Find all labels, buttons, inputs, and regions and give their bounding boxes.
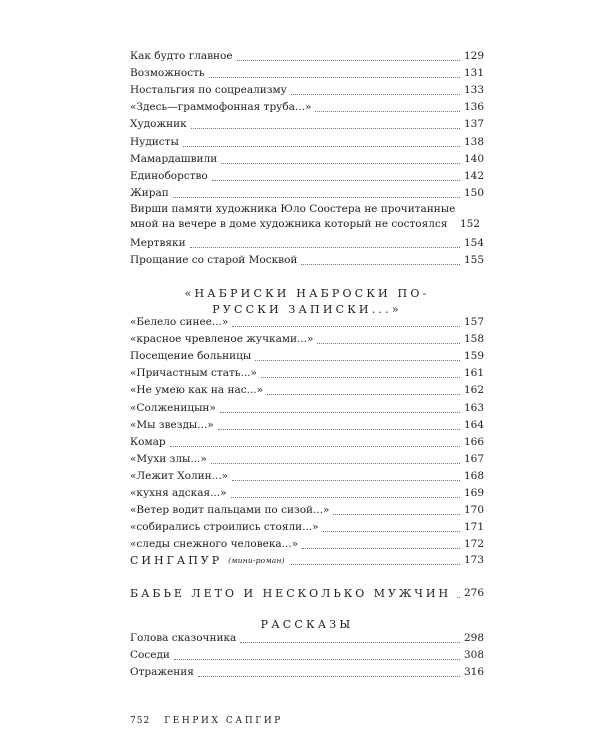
entry-page: 298 xyxy=(463,632,484,645)
toc-entry[interactable] xyxy=(130,664,484,681)
entry-page: 154 xyxy=(463,236,484,249)
leader-dots xyxy=(173,196,460,198)
entry-page: 155 xyxy=(463,254,484,267)
leader-dots xyxy=(261,376,460,378)
leader-dots xyxy=(170,445,460,447)
entry-page: 316 xyxy=(463,666,484,679)
leader-dots xyxy=(211,462,460,464)
toc-entry[interactable] xyxy=(130,331,484,348)
entry-page: 129 xyxy=(463,50,484,63)
leader-dots xyxy=(315,110,460,112)
toc-entry[interactable] xyxy=(130,65,484,82)
toc-entry[interactable] xyxy=(130,99,484,116)
entry-page: 133 xyxy=(463,84,484,97)
entry-page: 167 xyxy=(463,452,484,465)
entry-page: 276 xyxy=(463,587,484,599)
leader-dots xyxy=(333,513,459,515)
leader-dots xyxy=(220,411,460,413)
entry-page: 140 xyxy=(463,152,484,165)
toc-entry[interactable] xyxy=(130,451,484,468)
entry-title: Единоборство xyxy=(130,169,208,182)
page-number: 752 xyxy=(130,716,151,726)
entry-title: Нудисты xyxy=(130,135,179,148)
leader-dots xyxy=(255,359,460,361)
toc-entry[interactable] xyxy=(130,314,484,331)
entry-title: Прощание со старой Москвой xyxy=(130,254,298,267)
leader-dots xyxy=(198,675,460,677)
entry-title: Мертвяки xyxy=(130,236,186,249)
entry-page: 142 xyxy=(463,169,484,182)
entry-title: «Мухи злы...» xyxy=(130,452,207,465)
entry-page: 164 xyxy=(463,418,484,431)
entry-title: «Белело синее...» xyxy=(130,316,229,329)
entry-page: 157 xyxy=(463,316,484,329)
entry-page: 152 xyxy=(460,218,481,231)
entry-title: Комар xyxy=(130,435,166,448)
entry-title: «собирались строились стояли...» xyxy=(130,521,319,534)
toc-entry[interactable] xyxy=(130,647,484,664)
toc-entry[interactable] xyxy=(130,168,484,185)
entry-title: Жирап xyxy=(130,186,169,199)
entry-page: 158 xyxy=(463,333,484,346)
leader-dots xyxy=(317,342,459,344)
leader-dots xyxy=(323,530,460,532)
entry-title: Отражения xyxy=(130,666,194,679)
entry-page: 159 xyxy=(463,350,484,363)
toc-section-3 xyxy=(130,630,484,681)
toc-entry[interactable] xyxy=(130,185,484,202)
leader-dots xyxy=(221,162,460,164)
entry-page: 162 xyxy=(463,384,484,397)
leader-dots xyxy=(174,658,460,660)
entry-title: Голова сказочника xyxy=(130,632,237,645)
toc-section-2 xyxy=(130,314,484,553)
leader-dots xyxy=(237,59,460,61)
entry-title: СИНГАПУР xyxy=(130,554,223,567)
entry-title: «Не умею как на нас...» xyxy=(130,384,264,397)
toc-entry[interactable] xyxy=(130,252,484,269)
toc-entry[interactable] xyxy=(130,519,484,536)
section-heading: «НАБРИСКИ НАБРОСКИ ПО-РУССКИ ЗАПИСКИ...» xyxy=(184,287,430,316)
entry-page: 150 xyxy=(463,186,484,199)
entry-title: «Солженицын» xyxy=(130,401,216,414)
entry-title: «Здесь—граммофонная труба...» xyxy=(130,101,312,114)
entry-title: «Причастным стать...» xyxy=(130,367,257,380)
toc-section-1 xyxy=(130,48,484,269)
toc-entry[interactable] xyxy=(130,434,484,451)
running-author: ГЕНРИХ САПГИР xyxy=(164,716,283,726)
entry-title: «кухня адская...» xyxy=(130,487,227,500)
toc-entry[interactable] xyxy=(130,48,484,65)
toc-entry[interactable] xyxy=(130,235,484,252)
leader-dots xyxy=(232,479,460,481)
entry-title: Мамардашвили xyxy=(130,152,218,165)
toc-entry[interactable] xyxy=(130,502,484,519)
entry-page: 173 xyxy=(463,554,484,566)
toc-entry[interactable] xyxy=(130,151,484,168)
entry-title: Художник xyxy=(130,118,187,131)
entry-title: Как будто главное xyxy=(130,50,233,63)
leader-dots xyxy=(232,325,460,327)
leader-dots xyxy=(218,428,460,430)
entry-title: «Ветер водит пальцами по сизой...» xyxy=(130,504,330,517)
entry-page: 163 xyxy=(463,401,484,414)
entry-title: «Лежит Холин...» xyxy=(130,469,229,482)
toc-entry[interactable] xyxy=(130,382,484,399)
entry-title: БАБЬЕ ЛЕТО И НЕСКОЛЬКО МУЖЧИН xyxy=(130,587,452,600)
entry-page: 170 xyxy=(463,504,484,517)
leader-dots xyxy=(191,127,460,129)
toc-entry[interactable] xyxy=(130,417,484,434)
entry-page: 171 xyxy=(463,521,484,534)
entry-title: Соседи xyxy=(130,649,170,662)
entry-title: «красное чревленое жучками...» xyxy=(130,333,314,346)
section-heading: РАССКАЗЫ xyxy=(260,618,354,631)
leader-dots xyxy=(240,641,460,643)
leader-dots xyxy=(209,76,460,78)
toc-entry[interactable] xyxy=(130,468,484,485)
toc-entry[interactable] xyxy=(130,399,484,416)
entry-title: Вирши памяти художника Юло Соостера не прочитанные мной на вечере в доме художника который не состоялся xyxy=(130,202,456,231)
leader-dots xyxy=(183,145,460,147)
leader-dots xyxy=(291,93,460,95)
entry-title: «следы снежного человека...» xyxy=(130,538,299,551)
page-footer xyxy=(130,716,283,726)
leader-dots xyxy=(301,263,460,265)
leader-dots xyxy=(190,246,460,248)
toc-entry[interactable] xyxy=(130,485,484,502)
leader-dots xyxy=(457,596,460,598)
toc-entry[interactable] xyxy=(130,133,484,150)
entry-page: 138 xyxy=(463,135,484,148)
toc-entry[interactable] xyxy=(130,202,484,233)
entry-page: 172 xyxy=(463,538,484,551)
toc-entry-singapur[interactable] xyxy=(130,552,484,569)
entry-page: 168 xyxy=(463,469,484,482)
entry-page: 169 xyxy=(463,487,484,500)
entry-title: «Мы звезды...» xyxy=(130,418,214,431)
leader-dots xyxy=(291,563,460,565)
toc-entry[interactable] xyxy=(130,116,484,133)
toc-entry[interactable] xyxy=(130,348,484,365)
toc-entry[interactable] xyxy=(130,630,484,647)
entry-page: 137 xyxy=(463,118,484,131)
leader-dots xyxy=(267,393,460,395)
entry-title: Возможность xyxy=(130,67,205,80)
toc-entry[interactable] xyxy=(130,365,484,382)
entry-page: 166 xyxy=(463,435,484,448)
entry-title: Ностальгия по соцреализму xyxy=(130,84,287,97)
entry-page: 161 xyxy=(463,367,484,380)
leader-dots xyxy=(302,547,460,549)
entry-page: 308 xyxy=(463,649,484,662)
entry-page: 131 xyxy=(463,67,484,80)
entry-title: Посещение больницы xyxy=(130,350,252,363)
leader-dots xyxy=(212,179,460,181)
toc-entry[interactable] xyxy=(130,536,484,553)
toc-entry[interactable] xyxy=(130,82,484,99)
toc-entry-babie-leto[interactable] xyxy=(130,585,484,602)
leader-dots xyxy=(231,496,460,498)
entry-subtitle: (мини-роман) xyxy=(228,556,285,565)
entry-page: 136 xyxy=(463,101,484,114)
